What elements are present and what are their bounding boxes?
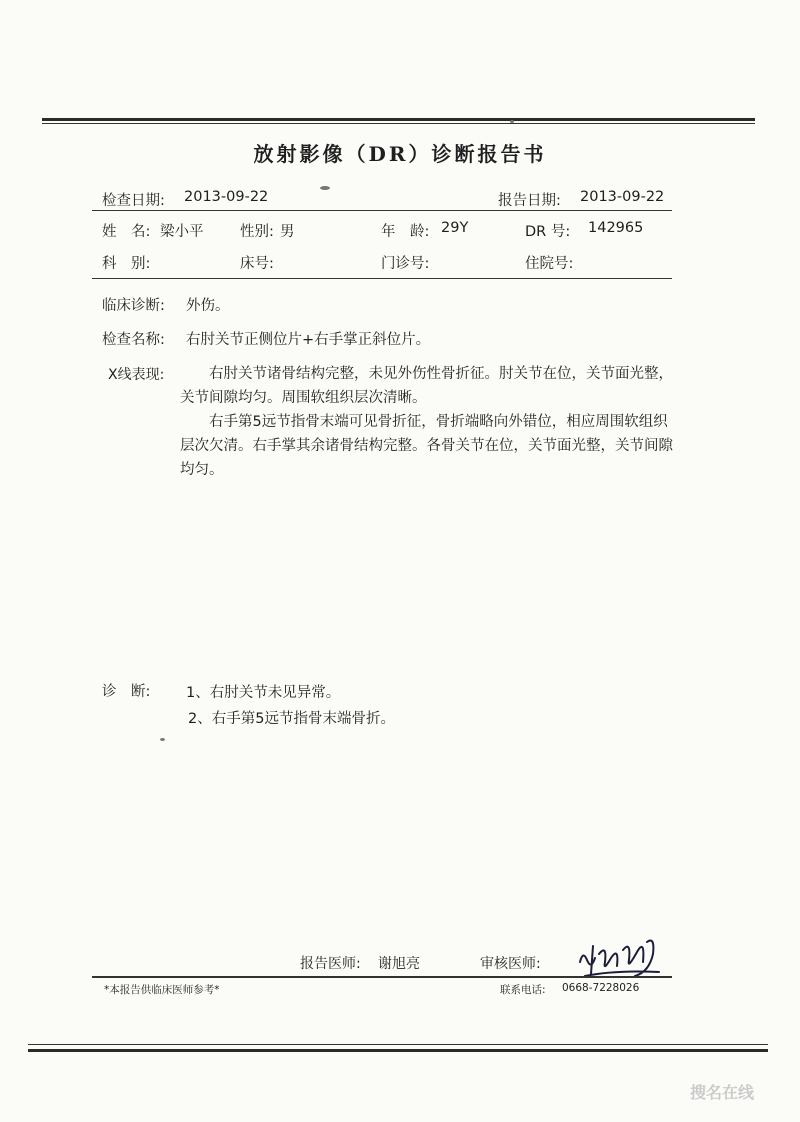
exam-date: 2013-09-22 xyxy=(184,189,269,205)
clinical-diagnosis: 外伤。 xyxy=(186,298,230,314)
report-date-label: 报告日期: xyxy=(498,193,561,209)
patient-name: 梁小平 xyxy=(160,224,204,240)
phone-number: 0668-7228026 xyxy=(562,982,640,994)
xray-findings-label: X线表现: xyxy=(108,367,165,383)
reviewing-doctor-label: 审核医师: xyxy=(480,956,541,972)
finding-paragraph: 右肘关节诸骨结构完整，未见外伤性骨折征。肘关节在位，关节面光整，关节间隙均匀。周围软组织层次清晰。 xyxy=(180,366,673,406)
footer-divider xyxy=(92,976,672,978)
xray-findings xyxy=(180,362,680,482)
patient-divider xyxy=(92,278,672,279)
reviewer-signature xyxy=(575,932,665,988)
exam-name: 右肘关节正侧位片+右手掌正斜位片。 xyxy=(186,332,431,348)
diagnosis-item: 1、右肘关节未见异常。 xyxy=(186,685,341,701)
sex-label: 性别: xyxy=(240,224,274,240)
dr-label: DR 号: xyxy=(525,224,571,240)
top-border-line-inner xyxy=(42,123,755,124)
scan-speck xyxy=(320,186,330,190)
bottom-border-line-inner xyxy=(28,1044,768,1045)
name-label: 姓 名: xyxy=(102,224,151,240)
reporting-doctor-label: 报告医师: xyxy=(300,956,361,972)
scan-speck xyxy=(510,120,514,123)
age-label: 年 龄: xyxy=(381,224,430,240)
phone-label: 联系电话: xyxy=(500,984,546,996)
diagnosis-item: 2、右手第5远节指骨末端骨折。 xyxy=(188,711,395,727)
report-date: 2013-09-22 xyxy=(580,189,665,205)
footer-note: *本报告供临床医师参考* xyxy=(104,984,220,996)
dr-number: 142965 xyxy=(588,220,644,236)
reporting-doctor: 谢旭亮 xyxy=(378,956,420,972)
report-title: 放射影像（DR）诊断报告书 xyxy=(253,142,547,166)
patient-age: 29Y xyxy=(441,220,469,236)
scan-speck xyxy=(160,738,165,741)
top-border-line xyxy=(42,118,755,121)
outpatient-label: 门诊号: xyxy=(381,256,430,272)
header-divider xyxy=(92,210,672,211)
diagnosis-list xyxy=(186,680,395,732)
diagnosis-label: 诊 断: xyxy=(102,684,151,700)
bottom-border-line xyxy=(28,1049,768,1052)
exam-name-label: 检查名称: xyxy=(102,332,165,348)
bed-label: 床号: xyxy=(240,256,274,272)
clinical-diagnosis-label: 临床诊断: xyxy=(102,298,165,314)
watermark: 搜名在线 xyxy=(690,1083,755,1102)
inpatient-label: 住院号: xyxy=(525,256,574,272)
exam-date-label: 检查日期: xyxy=(102,193,165,209)
dept-label: 科 别: xyxy=(102,256,151,272)
finding-paragraph: 右手第5远节指骨末端可见骨折征，骨折端略向外错位，相应周围软组织层次欠清。右手掌其余诸骨结构完整。各骨关节在位，关节面光整，关节间隙均匀。 xyxy=(180,414,673,478)
patient-sex: 男 xyxy=(280,224,295,240)
